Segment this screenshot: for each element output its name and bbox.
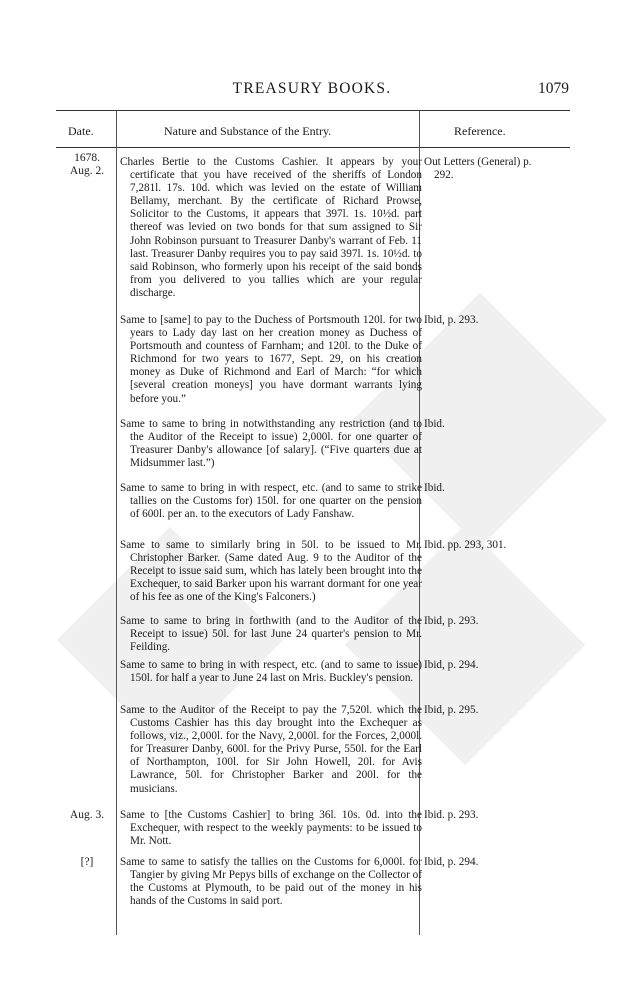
entry-reference: Ibid. [424,418,445,430]
entry-reference: Ibid. p. 293. [424,809,479,821]
entry-date: Aug. 3. [69,809,105,821]
entry-text: Same to same to similarly bring in 50l. to be issued to Mr. Christopher Barker. (Same dated Aug. 9 to the Auditor of the Receipt to issue said sum, which has lately been brought into the Exchequer, to said Barker upon his warrant dormant for one year of his fee as one of the King's Falconers.) [120,539,422,604]
entry-text: Same to same to bring in with respect, etc. (and to same to strike tallies on the Customs for) 150l. for one quarter on the pension of 600l. per an. to the executors of Lady Fanshaw. [120,482,422,521]
entry-date: Aug. 2. [69,165,105,177]
column-head-reference: Reference. [454,124,506,138]
entry-date: [?] [80,856,94,868]
entry-reference: Ibid, p. 293. [424,314,479,326]
page-title: TREASURY BOOKS. [232,80,392,97]
entry-text: Same to [the Customs Cashier] to bring 36l. 10s. 0d. into the Exchequer, with respect to the weekly payments: to be issued to Mr. Nott. [120,809,422,848]
entry-year: 1678. [74,152,100,164]
entry-reference: Ibid, p. 295. [424,704,479,716]
entry-text: Same to the Auditor of the Receipt to pay the 7,520l. which the Customs Cashier has this day brought into the Exchequer as follows, viz., 2,000l. for the Navy, 2,000l. for the Forces, 2,000l. for Treasurer Danby, 600l. for the Privy Purse, 550l. for the Earl of Northampton, 100l. for Sir John Howell, 20l. for Avis Lawrance, 50l. for Christopher Barker and 200l. for the musicians. [120,704,422,795]
entry-text: Same to same to bring in notwithstanding any restriction (and to the Auditor of the Receipt to issue) 2,000l. for one quarter of Treasurer Danby's allowance [of salary]. (“Five quarters due at Midsummer last.”) [120,418,422,470]
entry-reference: Ibid, p. 294. [424,856,479,868]
entry-text: Charles Bertie to the Customs Cashier. It appears by your certificate that you have received of the sheriffs of London 7,281l. 17s. 10d. which was levied on the estate of William Bellamy, merchant. By the certificate of Richard Prowse, Solicitor to the Customs, it appears that 397l. 1s. 10½d. part thereof was levied on two bonds for that sum assigned to Sir John Robinson pursuant to Treasurer Danby's warrant of Feb. 11 last. Treasurer Danby requires you to pay said 397l. 1s. 10½d. to said Robinson, who formerly upon his receipt of the said bonds from you delivered to you tallies which are your regular discharge. [120,156,422,299]
table-top-rule [56,110,570,111]
running-head [0,80,624,104]
entry-reference: Ibid. pp. 293, 301. [424,539,507,551]
column-head-nature: Nature and Substance of the Entry. [164,124,332,138]
entry-text: Same to same to bring in with respect, etc. (and to same to issue) 150l. for half a year to June 24 last on Mris. Buckley's pension. [120,659,422,685]
entry-text: Same to same to satisfy the tallies on the Customs for 6,000l. for Tangier by giving Mr Pepys bills of exchange on the Collector of the Customs at Plymouth, to be paid out of the money in his hands of the Customs in said port. [120,856,422,908]
entry-reference: Ibid, p. 294. [424,659,479,671]
entry-reference: Ibid, p. 293. [424,615,479,627]
column-head-date: Date. [68,124,94,138]
entry-reference: Out Letters (General) p. 292. [424,156,532,182]
table-header-rule [56,147,570,148]
page-number: 1079 [538,80,569,97]
entry-text: Same to [same] to pay to the Duchess of Portsmouth 120l. for two years to Lady day last on her creation money as Duchess of Portsmouth and countess of Farnham; and 120l. to the Duke of Richmond for two years to 1677, Sept. 29, on his creation money as Duke of Richmond and Earl of March: “for which [several creation moneys] you have dormant warrants lying before you.” [120,314,422,405]
entry-text: Same to same to bring in forthwith (and to the Auditor of the Receipt to issue) 50l. for last June 24 quarter's pension to Mr. Feilding. [120,615,422,654]
entry-reference: Ibid. [424,482,445,494]
